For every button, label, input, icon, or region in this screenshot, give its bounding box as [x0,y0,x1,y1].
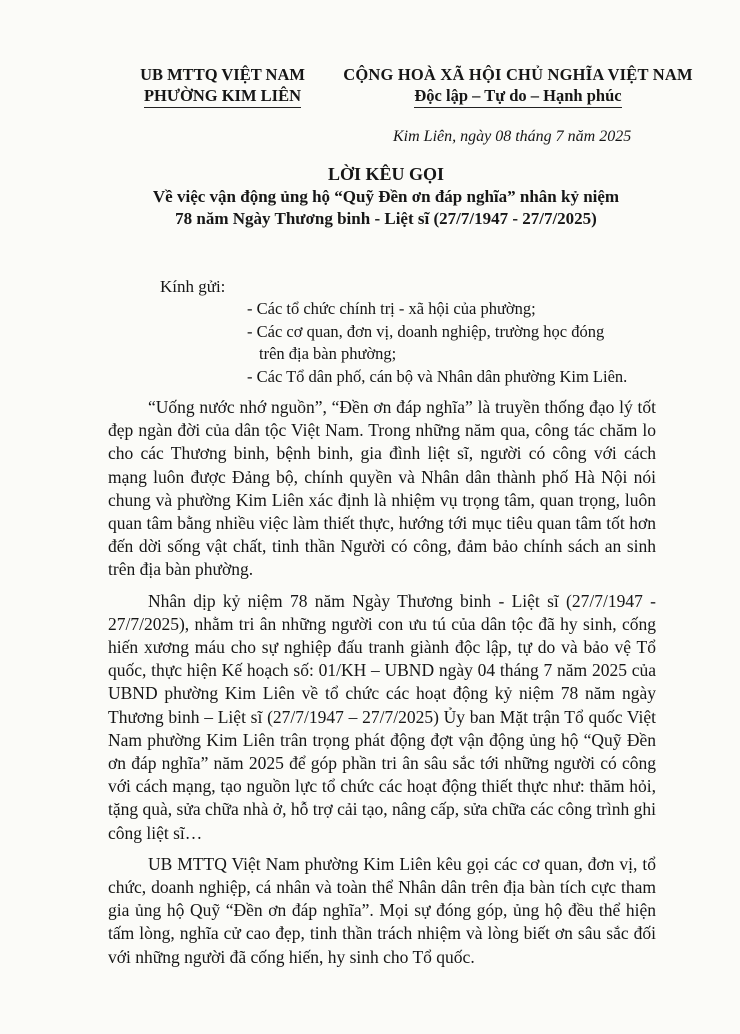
recipient-item-continuation: trên địa bàn phường; [259,344,397,363]
document-subject-line1: Về việc vận động ủng hộ “Quỹ Đền ơn đáp nghĩa” nhân kỷ niệm [152,187,620,206]
body-paragraph: Nhân dịp kỷ niệm 78 năm Ngày Thương binh - Liệt sĩ (27/7/1947 - 27/7/2025), nhằm tri ân những người con ưu tú của dân tộc đã hy sinh, cống hiến xương máu cho sự nghiệp đấu tranh giành độc lập, tự do và bảo vệ Tổ quốc, thực hiện Kế hoạch số: 01/KH – UBND ngày 04 tháng 7 năm 2025 của UBND phường Kim Liên về tổ chức các hoạt động kỷ niệm 78 năm ngày Thương binh – Liệt sĩ (27/7/1947 – 27/7/2025) Ủy ban Mặt trận Tổ quốc Việt Nam phường Kim Liên trân trọng phát động đợt vận động ủng hộ “Quỹ Đền ơn đáp nghĩa” năm 2025 để góp phần tri ân sâu sắc tới những người có công với cách mạng, tạo nguồn lực tổ chức các hoạt động thiết thực như: thăm hỏi, tặng quà, sửa chữa nhà ở, hỗ trợ cải tạo, nâng cấp, sửa chữa các công trình ghi công liệt sĩ… [108,590,656,843]
document-subject-line2: 78 năm Ngày Thương binh - Liệt sĩ (27/7/1947 - 27/7/2025) [175,209,597,228]
org-ward: PHƯỜNG KIM LIÊN [144,85,301,108]
recipient-item: - Các cơ quan, đơn vị, doanh nghiệp, trường học đóng [247,321,605,341]
greeting: Kính gửi: [160,277,226,296]
national-header [336,64,700,108]
org-name: UB MTTQ VIỆT NAM [140,65,305,84]
national-motto: Độc lập – Tự do – Hạnh phúc [414,85,621,108]
body-paragraph: “Uống nước nhớ nguồn”, “Đền ơn đáp nghĩa” là truyền thống đạo lý tốt đẹp ngàn đời của dân tộc Việt Nam. Trong những năm qua, công tác chăm lo cho các Thương binh, bệnh binh, gia đình liệt sĩ, người có công với cách mạng luôn được Đảng bộ, chính quyền và Nhân dân thành phố Hà Nội nói chung và phường Kim Liên xác định là nhiệm vụ trọng tâm, quan trọng, luôn quan tâm bằng nhiều việc làm thiết thực, hướng tới mục tiêu quan tâm tốt hơn đến dời sống vật chất, tinh thần Người có công, đảm bảo chính sách an sinh trên địa bàn phường. [108,397,656,580]
recipient-item: - Các tổ chức chính trị - xã hội của phường; [247,299,536,318]
nation-name: CỘNG HOÀ XÃ HỘI CHỦ NGHĨA VIỆT NAM [343,65,693,84]
document-body [108,396,656,977]
recipient-list [247,298,677,388]
document-title: LỜI KÊU GỌI [327,164,445,184]
recipient-item: - Các Tổ dân phố, cán bộ và Nhân dân phường Kim Liên. [247,366,628,386]
issuing-organization [110,64,335,108]
body-paragraph: UB MTTQ Việt Nam phường Kim Liên kêu gọi các cơ quan, đơn vị, tổ chức, doanh nghiệp, cá nhân và toàn thể Nhân dân trên địa bàn tích cực tham gia ủng hộ Quỹ “Đền ơn đáp nghĩa”. Mọi sự đóng góp, ủng hộ đều thể hiện tấm lòng, nghĩa cử cao đẹp, tinh thần trách nhiệm và lòng biết ơn sâu sắc đối với những người đã cống hiến, hy sinh cho Tổ quốc. [108,853,656,967]
place-date: Kim Liên, ngày 08 tháng 7 năm 2025 [393,128,632,145]
document-title-block [110,163,662,230]
